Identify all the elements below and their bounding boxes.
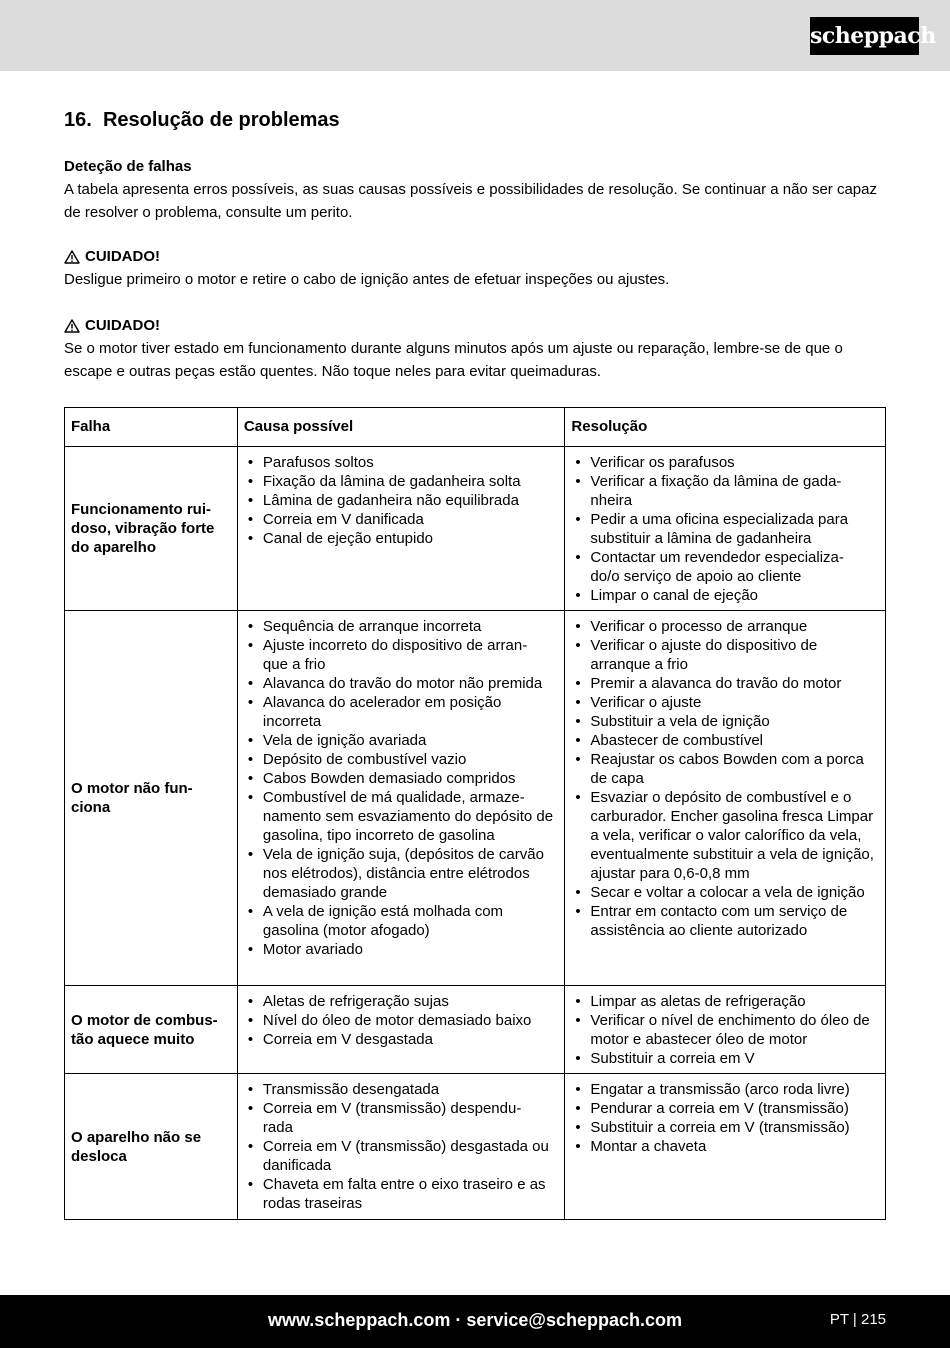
table-row: [65, 611, 886, 986]
fault-text: O motor de combus- tão aquece muito: [71, 1011, 218, 1048]
cause-list: [244, 617, 559, 959]
fault-text: O motor não fun- ciona: [71, 780, 193, 816]
cause-item: • Ajuste incorreto do dispositivo de arran- que a frio: [244, 636, 559, 674]
table-body: [65, 447, 886, 1220]
cause-item: • A vela de ignição está molhada com gasolina (motor afogado): [244, 902, 559, 940]
cause-item: • Cabos Bowden demasiado compridos: [244, 769, 559, 788]
solution-list: [571, 1080, 879, 1156]
solution-item: • Abastecer de combustível: [571, 731, 879, 750]
fault-text: Funcionamento rui- doso, vibração forte do aparelho: [71, 501, 215, 556]
solution-list: [571, 617, 879, 940]
solution-item: • Verificar o ajuste do dispositivo de arranque a frio: [571, 636, 879, 674]
cause-item: • Motor avariado: [244, 940, 559, 959]
solution-item: • Premir a alavanca do travão do motor: [571, 674, 879, 693]
section-number: 16.: [64, 109, 92, 131]
table-header-row: [65, 408, 886, 447]
cause-item: • Lâmina de gadanheira não equilibrada: [244, 491, 559, 510]
cause-item: • Correia em V danificada: [244, 510, 559, 529]
caution-text-1: Desligue primeiro o motor e retire o cabo de ignição antes de efetuar inspeções ou ajustes.: [64, 271, 670, 288]
detection-text: A tabela apresenta erros possíveis, as suas causas possíveis e possibilidades de resolução. Se continuar a não ser capaz de resolver o problema, consulte um perito.: [64, 181, 877, 221]
solution-item: • Limpar as aletas de refrigeração: [571, 992, 879, 1011]
cause-item: • Aletas de refrigeração sujas: [244, 992, 559, 1011]
cause-list: [244, 1080, 559, 1213]
fault-cell: [65, 986, 238, 1074]
cause-item: • Correia em V (transmissão) desgastada ou danificada: [244, 1137, 559, 1175]
cause-item: • Combustível de má qualidade, armaze- namento sem esvaziamento do depósito de gasolina, tipo incorreto de gasolina: [244, 788, 559, 845]
cause-item: • Fixação da lâmina de gadanheira solta: [244, 472, 559, 491]
solution-item: • Verificar o nível de enchimento do óleo de motor e abastecer óleo de motor: [571, 1011, 879, 1049]
warning-triangle-icon: [64, 319, 80, 333]
fault-cell: [65, 1074, 238, 1220]
cause-item: • Correia em V (transmissão) despendu- rada: [244, 1099, 559, 1137]
solution-item: • Pendurar a correia em V (transmissão): [571, 1099, 879, 1118]
cause-item: • Nível do óleo de motor demasiado baixo: [244, 1011, 559, 1030]
caution-block-2: [64, 314, 886, 383]
cause-item: • Canal de ejeção entupido: [244, 529, 559, 548]
solution-item: • Substituir a correia em V: [571, 1049, 879, 1068]
cause-list: [244, 992, 559, 1049]
solution-item: • Reajustar os cabos Bowden com a porca de capa: [571, 750, 879, 788]
page-number: PT | 215: [829, 1311, 886, 1328]
solution-item: • Montar a chaveta: [571, 1137, 879, 1156]
table-row: [65, 1074, 886, 1220]
solution-list: [571, 453, 879, 605]
solution-item: • Entrar em contacto com um serviço de assistência ao cliente autorizado: [571, 902, 879, 940]
table-row: [65, 447, 886, 611]
footer-links: www.scheppach.com · service@scheppach.com: [267, 1310, 683, 1330]
solution-item: • Substituir a correia em V (transmissão): [571, 1118, 879, 1137]
table-row: [65, 986, 886, 1074]
cause-item: • Depósito de combustível vazio: [244, 750, 559, 769]
header-fault: Falha: [65, 408, 238, 447]
footer: [0, 1295, 950, 1348]
solution-item: • Verificar o ajuste: [571, 693, 879, 712]
solution-item: • Esvaziar o depósito de combustível e o carburador. Encher gasolina fresca Limpar a vela, verificar o valor calorífico da vela, eventualmente substituir a vela de ignição, ajustar para 0,6-0,8 mm: [571, 788, 879, 883]
section-title: [64, 108, 340, 132]
solution-cell: [565, 611, 886, 986]
cause-cell: [237, 611, 565, 986]
top-bar: [0, 0, 950, 71]
solution-cell: [565, 447, 886, 611]
caution-text-2: Se o motor tiver estado em funcionamento durante alguns minutos após um ajuste ou reparação, lembre-se de que o escape e outras peças estão quentes. Não toque neles para evitar queimaduras.: [64, 340, 843, 380]
solution-cell: [565, 986, 886, 1074]
cause-item: • Vela de ignição suja, (depósitos de carvão nos elétrodos), distância entre elétrodos demasiado grande: [244, 845, 559, 902]
cause-item: • Sequência de arranque incorreta: [244, 617, 559, 636]
troubleshooting-table: [64, 407, 886, 1220]
fault-text: O aparelho não se desloca: [71, 1128, 202, 1165]
solution-item: • Limpar o canal de ejeção: [571, 586, 879, 605]
cause-cell: [237, 986, 565, 1074]
caution-block-1: [64, 245, 886, 291]
solution-cell: [565, 1074, 886, 1220]
cause-item: • Chaveta em falta entre o eixo traseiro e as rodas traseiras: [244, 1175, 559, 1213]
solution-item: • Pedir a uma oficina especializada para substituir a lâmina de gadanheira: [571, 510, 879, 548]
cause-item: • Correia em V desgastada: [244, 1030, 559, 1049]
detection-block: [64, 155, 886, 224]
cause-item: • Vela de ignição avariada: [244, 731, 559, 750]
cause-cell: [237, 447, 565, 611]
solution-list: [571, 992, 879, 1068]
solution-item: • Secar e voltar a colocar a vela de ignição: [571, 883, 879, 902]
solution-item: • Engatar a transmissão (arco roda livre): [571, 1080, 879, 1099]
solution-item: • Contactar um revendedor especializa- do/o serviço de apoio ao cliente: [571, 548, 879, 586]
solution-item: • Substituir a vela de ignição: [571, 712, 879, 731]
cause-list: [244, 453, 559, 548]
solution-item: • Verificar os parafusos: [571, 453, 879, 472]
cause-item: • Parafusos soltos: [244, 453, 559, 472]
solution-item: • Verificar o processo de arranque: [571, 617, 879, 636]
fault-cell: [65, 447, 238, 611]
cause-item: • Alavanca do travão do motor não premida: [244, 674, 559, 693]
caution-title-1: CUIDADO!: [85, 248, 160, 265]
solution-item: • Verificar a fixação da lâmina de gada- nheira: [571, 472, 879, 510]
section-title-text: Resolução de problemas: [102, 109, 340, 131]
fault-cell: [65, 611, 238, 986]
detection-heading: Deteção de falhas: [64, 158, 192, 175]
cause-item: • Transmissão desengatada: [244, 1080, 559, 1099]
caution-title-2: CUIDADO!: [85, 317, 160, 334]
cause-cell: [237, 1074, 565, 1220]
header-solution: Resolução: [565, 408, 886, 447]
scheppach-logo: scheppach: [810, 17, 919, 55]
header-cause: Causa possível: [237, 408, 565, 447]
warning-triangle-icon: [64, 250, 80, 264]
cause-item: • Alavanca do acelerador em posição incorreta: [244, 693, 559, 731]
